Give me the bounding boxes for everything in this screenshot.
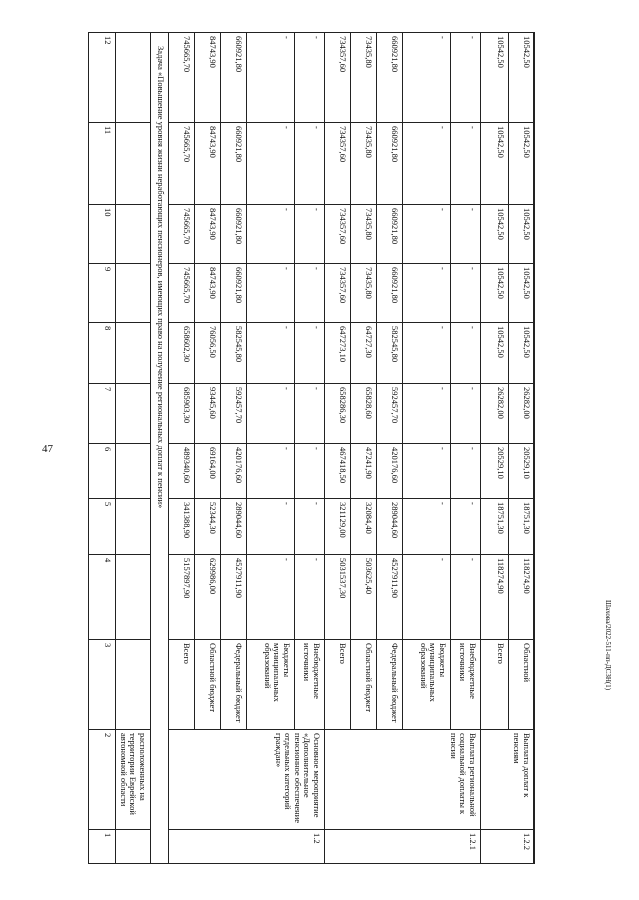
value-cell: 420176,60 [390,447,400,484]
funding-source: Федеральный бюджет [390,643,400,723]
value-cell: 489340,60 [182,447,192,484]
value-cell: 660921,80 [390,126,400,163]
funding-source: Областной бюджет [364,643,374,713]
value-cell: - [468,267,478,270]
value-cell: 5031537,30 [338,558,348,599]
value-cell: - [438,208,448,211]
value-cell: 341388,90 [182,502,192,539]
value-cell: 4527911,90 [234,558,244,599]
value-cell: 745665,70 [182,126,192,163]
column-header: 8 [103,326,113,331]
value-cell: 84743,90 [208,36,218,68]
value-cell: 658286,30 [338,387,348,424]
row-code: 1.2.1 [468,833,478,850]
value-cell: - [312,502,322,505]
value-cell: - [468,387,478,390]
funding-source: Федеральный бюджет [234,643,244,723]
funding-source: Бюджеты муниципальных образований [263,643,292,702]
value-cell: 660921,80 [234,126,244,163]
value-cell: 118274,90 [522,558,532,594]
document-code: Шахова/2022-511-пп-ДСЗН(1) [604,600,612,691]
value-cell: 685903,30 [182,387,192,424]
value-cell: 26282,00 [522,387,532,419]
value-cell: - [312,36,322,39]
value-cell: 18751,30 [496,502,506,534]
value-cell: 734357,60 [338,267,348,304]
grid-line [534,32,535,864]
value-cell: 734357,60 [338,208,348,245]
value-cell: 65828,60 [364,387,374,419]
value-cell: - [282,447,292,450]
value-cell: - [468,558,478,561]
column-header: 12 [103,36,113,45]
column-header: 11 [103,126,113,135]
value-cell: 503625,40 [364,558,374,595]
value-cell: - [282,502,292,505]
column-header: 4 [103,558,113,563]
value-cell: - [438,126,448,129]
column-header: 9 [103,267,113,272]
value-cell: 47241,90 [364,447,374,479]
value-cell: - [312,126,322,129]
row-name: расположенных на территории Еврейской автономной области [119,733,148,815]
funding-source: Бюджеты муниципальных образований [419,643,448,702]
row-name: Выплата доплат к пенсиям [512,733,532,798]
value-cell: - [438,36,448,39]
column-header: 5 [103,502,113,507]
value-cell: - [438,387,448,390]
value-cell: 20529,10 [522,447,532,479]
value-cell: - [438,326,448,329]
value-cell: 745665,70 [182,36,192,73]
value-cell: - [468,36,478,39]
value-cell: 10542,50 [522,267,532,299]
value-cell: 84743,90 [208,208,218,240]
value-cell: 20529,10 [496,447,506,479]
value-cell: 4527911,90 [390,558,400,599]
value-cell: - [438,267,448,270]
value-cell: - [282,387,292,390]
value-cell: - [468,502,478,505]
funding-source: Областной [522,643,532,683]
task-title: Задача «Повышение уровня жизни неработающих пенсионеров, имеющих право на получение региональных доплат к пенсии» [156,46,166,509]
value-cell: - [312,558,322,561]
value-cell: 10542,50 [522,208,532,240]
value-cell: 734357,60 [338,126,348,163]
value-cell: 582545,80 [390,326,400,363]
value-cell: 592457,70 [390,387,400,424]
column-header: 2 [103,733,113,738]
value-cell: 118274,90 [496,558,506,594]
value-cell: - [468,326,478,329]
budget-table [88,32,588,864]
value-cell: 10542,50 [496,326,506,358]
value-cell: - [312,387,322,390]
value-cell: - [282,326,292,329]
value-cell: 10542,50 [522,126,532,158]
value-cell: - [282,208,292,211]
value-cell: - [438,447,448,450]
value-cell: - [282,267,292,270]
funding-source: Внебюджетные источники [302,643,322,699]
value-cell: 64727,30 [364,326,374,358]
value-cell: 73435,80 [364,126,374,158]
value-cell: 32084,40 [364,502,374,534]
value-cell: 10542,50 [522,326,532,358]
value-cell: 629986,00 [208,558,218,595]
value-cell: 467418,50 [338,447,348,484]
funding-source: Всего [496,643,506,664]
value-cell: 745665,70 [182,208,192,245]
value-cell: 10542,50 [496,126,506,158]
value-cell: - [438,558,448,561]
value-cell: 420176,60 [234,447,244,484]
value-cell: 73435,80 [364,267,374,299]
row-name: Выплата региональной социальной доплаты к пенсии [449,733,478,817]
value-cell: 592457,70 [234,387,244,424]
page-number: 47 [42,443,53,455]
column-header: 10 [103,208,113,217]
value-cell: - [468,208,478,211]
value-cell: 10542,50 [496,267,506,299]
value-cell: - [312,326,322,329]
value-cell: - [282,126,292,129]
value-cell: - [468,447,478,450]
value-cell: 321129,00 [338,502,348,538]
value-cell: 582545,80 [234,326,244,363]
value-cell: - [312,267,322,270]
value-cell: 84743,90 [208,126,218,158]
value-cell: 647273,10 [338,326,348,363]
row-name: Основное мероприятие «Дополнительное пенсионное обеспечение отдельных категорий граждан» [274,733,322,824]
value-cell: 10542,50 [496,208,506,240]
value-cell: 660921,80 [234,267,244,304]
value-cell: 660921,80 [234,36,244,73]
value-cell: 73435,80 [364,208,374,240]
value-cell: - [312,208,322,211]
value-cell: - [312,447,322,450]
value-cell: 660921,80 [234,208,244,245]
value-cell: 69164,00 [208,447,218,479]
value-cell: 289044,60 [234,502,244,539]
value-cell: 52344,30 [208,502,218,534]
column-header: 1 [103,833,113,838]
value-cell: 660921,80 [390,208,400,245]
value-cell: - [282,558,292,561]
value-cell: 660921,80 [390,267,400,304]
value-cell: 289044,60 [390,502,400,539]
value-cell: 10542,50 [522,36,532,68]
value-cell: - [438,502,448,505]
value-cell: 734357,60 [338,36,348,73]
column-header: 7 [103,387,113,392]
value-cell: 18751,30 [522,502,532,534]
value-cell: 26282,00 [496,387,506,419]
column-header: 6 [103,447,113,452]
value-cell: 76056,50 [208,326,218,358]
value-cell: 658602,30 [182,326,192,363]
funding-source: Всего [182,643,192,664]
row-code: 1.2.2 [522,833,532,850]
value-cell: 5157897,90 [182,558,192,599]
column-header: 3 [103,643,113,648]
row-code: 1.2 [312,833,322,844]
value-cell: 745665,70 [182,267,192,304]
value-cell: 73435,80 [364,36,374,68]
funding-source: Внебюджетные источники [458,643,478,699]
value-cell: - [468,126,478,129]
value-cell: 10542,50 [496,36,506,68]
value-cell: 660921,80 [390,36,400,73]
value-cell: 93445,60 [208,387,218,419]
funding-source: Всего [338,643,348,664]
funding-source: Областной бюджет [208,643,218,713]
value-cell: 84743,90 [208,267,218,299]
value-cell: - [282,36,292,39]
